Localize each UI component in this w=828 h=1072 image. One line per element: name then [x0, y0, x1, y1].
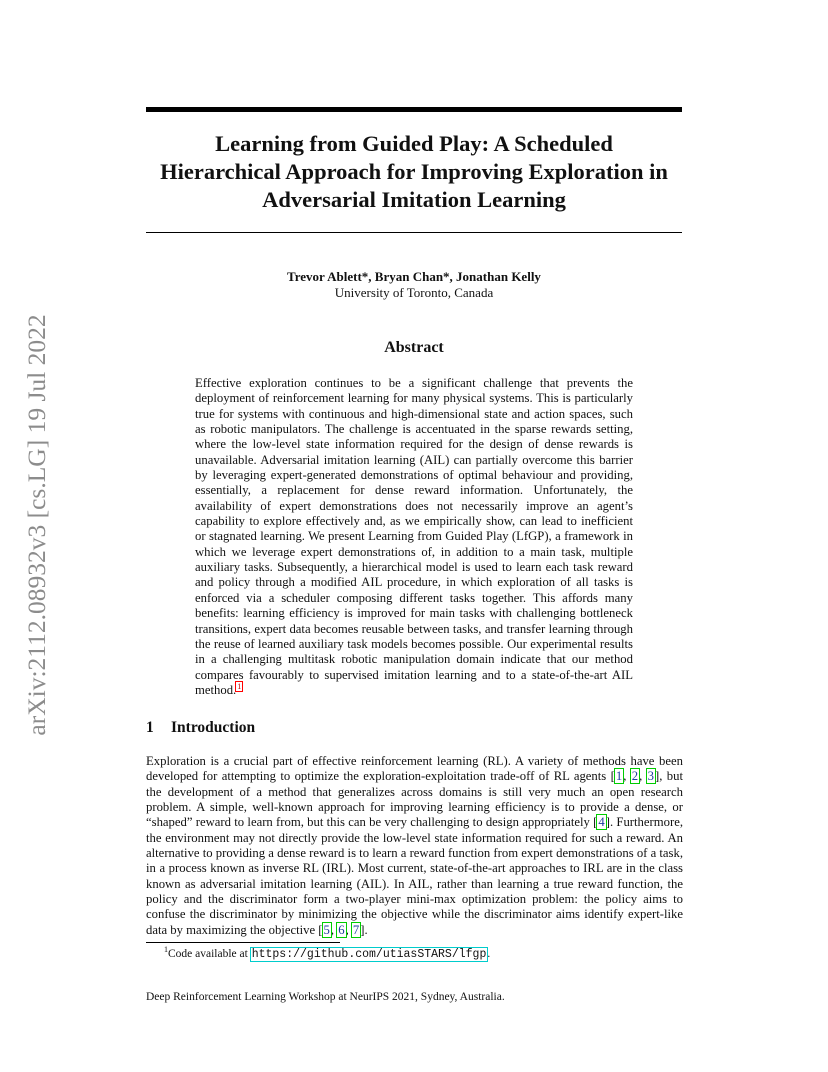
author-affiliation: University of Toronto, Canada	[334, 285, 494, 300]
paper-title	[120, 130, 708, 214]
venue-line: Deep Reinforcement Learning Workshop at NeurIPS 2021, Sydney, Australia.	[146, 991, 505, 1003]
title-top-rule	[146, 107, 682, 112]
citation-link[interactable]: 7	[352, 922, 360, 937]
title-line: Learning from Guided Play: A Scheduled	[215, 131, 613, 156]
author-block	[146, 269, 682, 301]
footnote-number: 1	[164, 945, 168, 955]
abstract-text	[195, 376, 633, 698]
citation-link[interactable]: 1	[615, 769, 623, 784]
title-line: Hierarchical Approach for Improving Exploration in	[160, 159, 668, 184]
section-heading	[146, 718, 255, 738]
footnote	[146, 947, 682, 962]
citation-link[interactable]: 2	[631, 769, 639, 784]
arxiv-identifier: arXiv:2112.08932v3 [cs.LG] 19 Jul 2022	[22, 314, 51, 736]
footnote-rule	[146, 942, 340, 943]
citation-link[interactable]: 3	[647, 769, 655, 784]
footnote-end: .	[487, 948, 491, 960]
abstract-heading: Abstract	[384, 339, 444, 356]
citation-link[interactable]: 6	[338, 922, 345, 937]
introduction-paragraph: Exploration is a crucial part of effective reinforcement learning (RL). A variety of methods have been developed for attempting to optimize the exploration-exploitation trade-off of RL agents [1, 2, 3], but the development of a method that generalizes across domains is still very much an open research problem. A simple, well-known approach for improving learning efficiency is to provide a dense, or “shaped” reward to learn from, but this can be very challenging to design appropriately [4]. Furthermore, the environment may not directly provide the low-level state information required for such a reward. An alternative to providing a dense reward is to learn a reward function from expert demonstrations of a task, in a process known as inverse RL (IRL). Most current, state-of-the-art approaches to IRL are in the class known as adversarial imitation learning (AIL). In AIL, rather than learning a true reward function, the policy and the discriminator form a two-player mini-max optimization problem: the policy aims to confuse the discriminator by minimizing the objective while the discriminator aims identify expert-like data by maximizing the objective [5, 6, 7].	[146, 754, 684, 937]
intro-text: , but the development of a method that generalizes across domains is still very much an open research problem. A simple, well-known approach for improving learning efficiency is to provide a dense, or “shaped” reward to learn from, but this can be very challenging to design appropriately	[146, 769, 684, 830]
footnote-link[interactable]: 1	[237, 681, 242, 691]
author-names: Trevor Ablett*, Bryan Chan*, Jonathan Kelly	[287, 269, 541, 284]
code-url-link[interactable]: https://github.com/utiasSTARS/lfgp	[251, 948, 487, 961]
intro-text: . Furthermore, the environment may not directly provide the low-level state information required for such a reward. An alternative to providing a dense reward is to learn a reward function from expert demonstrations of a task, in a process known as inverse RL (IRL). Most current, state-of-the-art approaches to IRL are in the class known as adversarial imitation learning (AIL). In AIL, rather than learning a true reward function, the policy and the discriminator form a two-player mini-max optimization problem: the policy aims to confuse the discriminator by minimizing the objective while the discriminator aims identify expert-like data by maximizing the objective	[146, 815, 683, 937]
section-number: 1	[146, 719, 154, 736]
intro-text: Exploration is a crucial part of effective reinforcement learning (RL). A variety of methods have been developed for attempting to optimize the exploration-exploitation trade-off of RL agents	[146, 754, 683, 784]
footnote-text: Code available at	[168, 948, 251, 960]
section-title: Introduction	[171, 719, 256, 736]
intro-text: .	[364, 922, 368, 937]
citation-link[interactable]: 5	[323, 922, 330, 937]
abstract-paragraph: Effective exploration continues to be a significant challenge that prevents the deployment of reinforcement learning for many physical systems. This is particularly true for systems with continuous and high-dimensional state and action spaces, such as robotic manipulators. The challenge is accentuated in the sparse rewards setting, where the low-level state information required for the design of dense rewards is unavailable. Adversarial imitation learning (AIL) can partially overcome this barrier by leveraging expert-generated demonstrations of optimal behaviour and providing, essentially, a replacement for dense reward information. Unfortunately, the availability of expert demonstrations does not necessarily improve an agent’s capability to explore effectively and, as we empirically show, can lead to inefficient or stagnated learning. We present Learning from Guided Play (LfGP), a framework in which we leverage expert demonstrations of, in addition to a main task, multiple auxiliary tasks. Subsequently, a hierarchical model is used to learn each task reward and policy through a modified AIL procedure, in which exploration of all tasks is enforced via a scheduler composing different tasks together. This affords many benefits: learning efficiency is improved for main tasks with challenging bottleneck transitions, expert data becomes reusable between tasks, and transfer learning through the reuse of learned auxiliary task models becomes possible. Our experimental results in a challenging multitask robotic manipulation domain indicate that our method compares favourably to supervised imitation learning and to a state-of-the-art AIL method.	[195, 376, 633, 697]
title-line: Adversarial Imitation Learning	[262, 187, 566, 212]
citation-link[interactable]: 4	[598, 815, 605, 830]
title-bottom-rule	[146, 232, 682, 233]
